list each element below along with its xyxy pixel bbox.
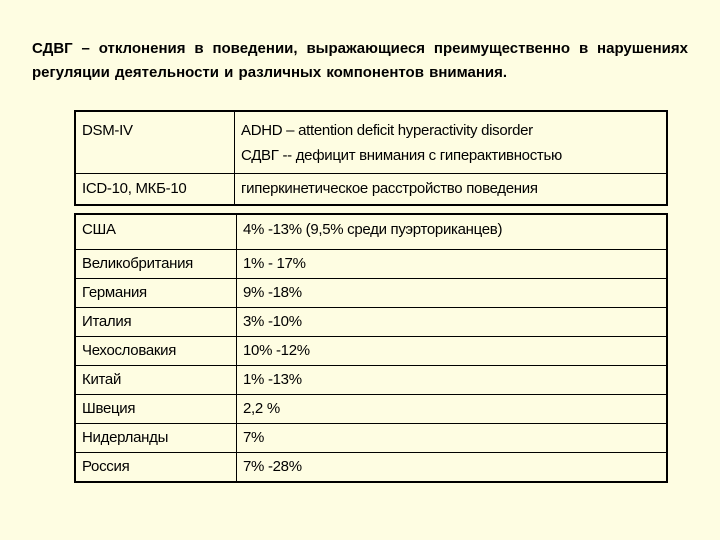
country-cell: Нидерланды [75,424,237,453]
table-row [75,279,667,308]
country-cell: Великобритания [75,250,237,279]
table-row [75,395,667,424]
definition-line: ADHD – attention deficit hyperactivity disorder [241,122,533,139]
prevalence-cell: 3% -10% [237,308,668,337]
country-cell: Германия [75,279,237,308]
country-cell: Швеция [75,395,237,424]
definition-cell [235,111,668,174]
system-cell: ICD-10, МКБ-10 [75,174,235,206]
prevalence-cell: 1% - 17% [237,250,668,279]
country-cell: Италия [75,308,237,337]
table-row [75,308,667,337]
country-cell: Китай [75,366,237,395]
country-cell: Чехословакия [75,337,237,366]
table-row [75,366,667,395]
prevalence-cell: 4% -13% (9,5% среди пуэрториканцев) [237,214,668,250]
table-row [75,337,667,366]
prevalence-cell: 7% [237,424,668,453]
slide-heading: СДВГ – отклонения в поведении, выражающиеся преимущественно в нарушениях регуляции деятельности и различных компонентов внимания. [32,40,688,81]
classification-table [74,110,668,206]
table-row [75,214,667,250]
country-cell: Россия [75,453,237,483]
prevalence-cell: 10% -12% [237,337,668,366]
definition-cell: гиперкинетическое расстройство поведения [235,174,668,206]
definition-line: СДВГ -- дефицит внимания с гиперактивностью [241,147,562,164]
system-cell: DSM-IV [75,111,235,174]
table-row [75,174,667,206]
country-cell: США [75,214,237,250]
table-row [75,250,667,279]
prevalence-cell: 9% -18% [237,279,668,308]
prevalence-cell: 2,2 % [237,395,668,424]
table-row [75,424,667,453]
table-row [75,111,667,174]
prevalence-cell: 1% -13% [237,366,668,395]
prevalence-cell: 7% -28% [237,453,668,483]
table-row [75,453,667,483]
prevalence-table [74,213,668,483]
